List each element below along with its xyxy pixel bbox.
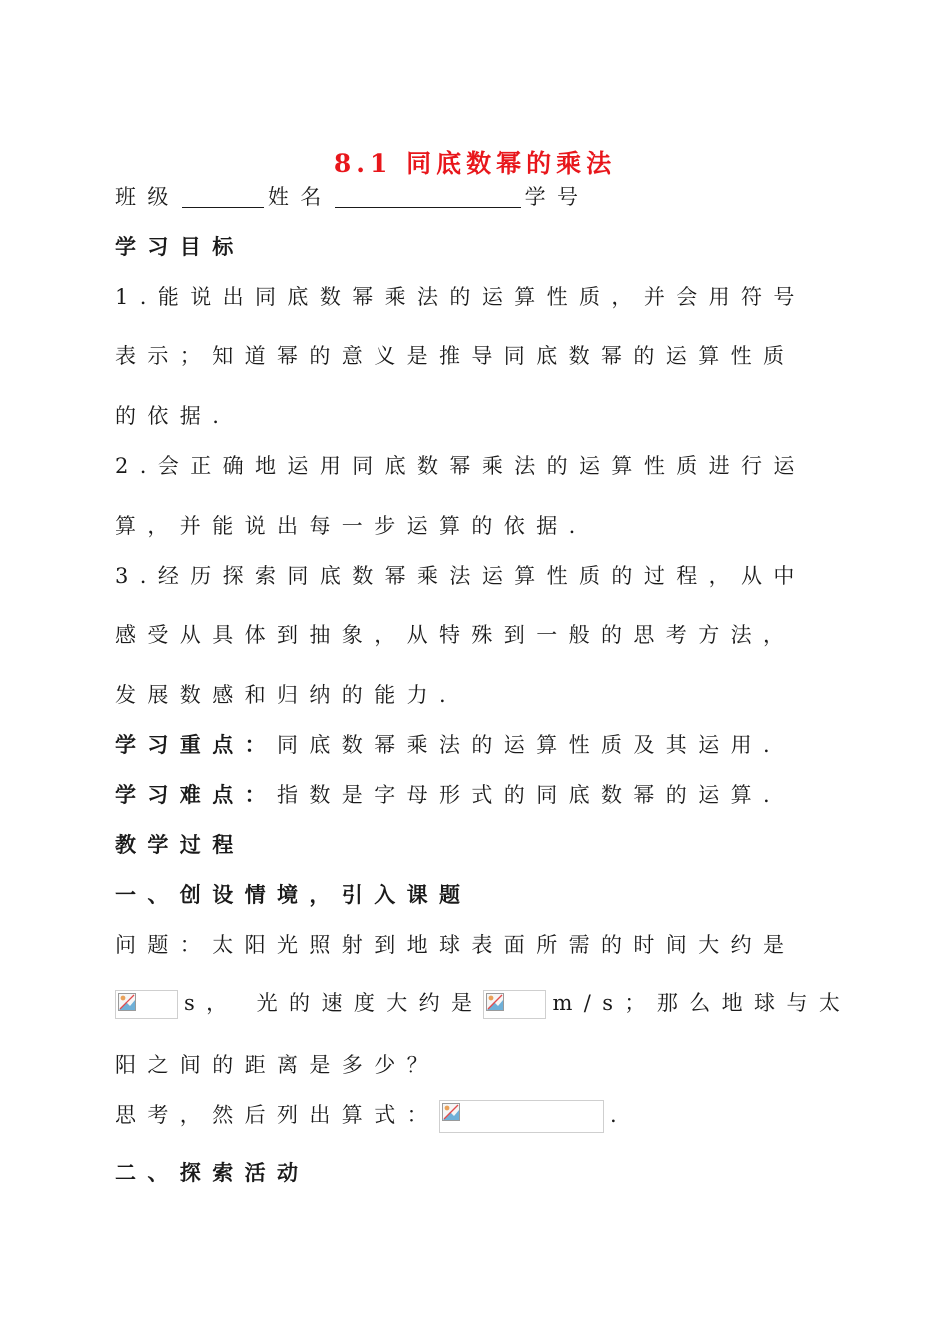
difficulty-label: 学习难点： bbox=[115, 782, 277, 807]
section-one-heading: 一、创设情境，引入课题 bbox=[115, 882, 472, 907]
class-label: 班级 bbox=[115, 185, 180, 209]
objective-line: 发展数感和归纳的能力. bbox=[115, 683, 458, 707]
objective-line: 的依据. bbox=[115, 404, 231, 428]
question-line: 问题：太阳光照射到地球表面所需的时间大约是 bbox=[115, 933, 796, 957]
question-line-with-images bbox=[115, 988, 851, 1019]
objective-line: 算，并能说出每一步运算的依据. bbox=[115, 514, 587, 538]
think-row bbox=[115, 1100, 628, 1133]
name-blank[interactable] bbox=[335, 185, 521, 208]
key-point-text: 同底数幂乘法的运算性质及其运用. bbox=[277, 733, 782, 757]
page-title: 8.1 同底数幂的乘法 bbox=[333, 149, 617, 178]
process-heading: 教学过程 bbox=[115, 832, 245, 857]
class-blank[interactable] bbox=[182, 185, 264, 208]
broken-image-icon bbox=[118, 993, 136, 1011]
objective-line: 表示；知道幂的意义是推导同底数幂的运算性质 bbox=[115, 344, 796, 368]
broken-image-icon bbox=[486, 993, 504, 1011]
key-point-row bbox=[115, 730, 781, 760]
broken-image-placeholder bbox=[439, 1100, 604, 1133]
broken-image-placeholder bbox=[483, 990, 546, 1019]
student-info-row bbox=[115, 182, 589, 212]
broken-image-placeholder bbox=[115, 990, 178, 1019]
objective-line: 感受从具体到抽象，从特殊到一般的思考方法， bbox=[115, 623, 796, 647]
objectives-heading: 学习目标 bbox=[115, 234, 245, 259]
difficulty-text: 指数是字母形式的同底数幂的运算. bbox=[277, 783, 782, 807]
objective-line: 1.能说出同底数幂乘法的运算性质，并会用符号 bbox=[115, 285, 806, 309]
objective-line: 2.会正确地运用同底数幂乘法的运算性质进行运 bbox=[115, 454, 806, 478]
period: . bbox=[610, 1103, 629, 1127]
name-label: 姓名 bbox=[267, 185, 333, 209]
number-label: 学号 bbox=[524, 185, 590, 209]
key-point-label: 学习重点： bbox=[115, 732, 277, 757]
speed-text: 光的速度大约是 bbox=[256, 991, 484, 1015]
question-line: 阳之间的距离是多少？ bbox=[115, 1053, 439, 1077]
unit-seconds: s， bbox=[184, 991, 239, 1015]
think-text: 思考，然后列出算式： bbox=[115, 1103, 439, 1127]
question-text: 那么地球与太 bbox=[656, 991, 852, 1015]
difficulty-row bbox=[115, 780, 781, 810]
unit-meters-per-second: m/s； bbox=[552, 991, 657, 1015]
section-two-heading: 二、探索活动 bbox=[115, 1160, 310, 1185]
broken-image-icon bbox=[442, 1103, 460, 1121]
objective-line: 3.经历探索同底数幂乘法运算性质的过程，从中 bbox=[115, 564, 806, 588]
